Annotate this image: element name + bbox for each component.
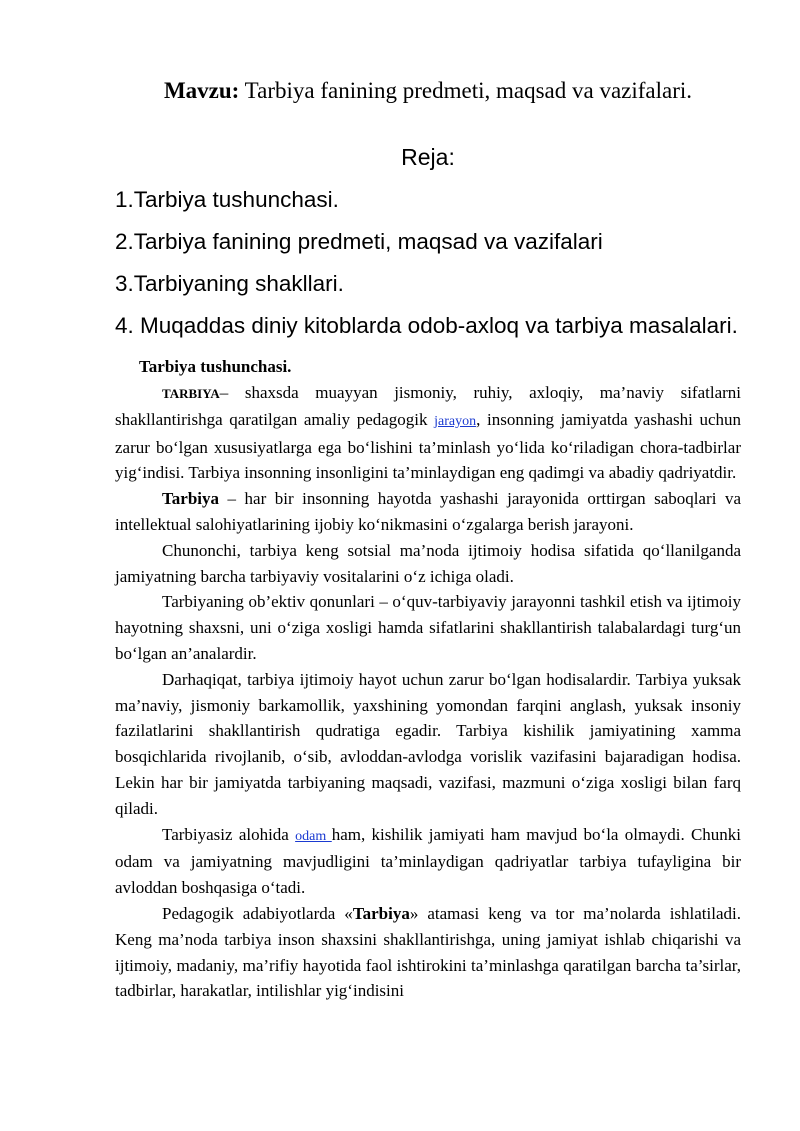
paragraph-text: – shaxsda muayyan jismoniy, ruhiy, axloqiy, ma’naviy sifatlarni shakllantirishga qaratilgan amaliy pedagogik bbox=[115, 383, 741, 429]
link-odam[interactable]: odam bbox=[295, 828, 332, 844]
title-text: Tarbiya fanining predmeti, maqsad va vazifalari. bbox=[239, 78, 693, 103]
plan-item: 3.Tarbiyaning shakllari. bbox=[115, 271, 344, 296]
title-label: Mavzu: bbox=[163, 78, 240, 103]
page-title bbox=[115, 76, 741, 106]
link-jarayon[interactable]: jarayon bbox=[434, 413, 477, 429]
paragraph bbox=[115, 486, 741, 538]
paragraph bbox=[115, 901, 741, 1004]
paragraph-text: ham, kishilik jamiyati ham mavjud bo‘la olmaydi. Chunki odam va jamiyatning mavjudligini ta’minlaydigan qadriyatlar tarbiya tufayligina bir avloddan boshqasiga o‘tadi. bbox=[115, 824, 742, 898]
paragraph bbox=[115, 822, 741, 901]
paragraph bbox=[115, 380, 741, 486]
paragraph: Darhaqiqat, tarbiya ijtimoiy hayot uchun zarur bo‘lgan hodisalardir. Tarbiya yuksak ma’naviy, jismoniy barkamollik, yaxshining yomondan farqini anglash, yuksak insoniy fazilatlarini shakllantirish qudratiga egadir. Tarbiya kishilik jamiyatining xamma bosqichlarida rivojlanib, o‘sib, avloddan-avlodga vorislik vazifasini bajaradigan hodisa. Lekin har bir jamiyatda tarbiyaning maqsadi, vazifasi, mazmuni o‘ziga xosligi bilan farq qiladi. bbox=[115, 669, 741, 818]
paragraph-text: » atamasi keng va tor ma’nolarda ishlatiladi. Keng ma’noda tarbiya inson shaxsini shakllantirishga, uning jamiyat ishlab chiqarishi va ijtimoiy, madaniy, ma’rifiy hayotida faol ishtirokini ta’minlashga qaratilgan barcha ta’sirlar, tadbirlar, harakatlar, intilishlar yig‘indisini bbox=[115, 903, 741, 1001]
section-heading: Tarbiya tushunchasi. bbox=[139, 357, 292, 376]
paragraph-text: Tarbiyasiz alohida bbox=[162, 824, 296, 844]
paragraph: Tarbiyaning ob’ektiv qonunlari – o‘quv-tarbiyaviy jarayonni tashkil etish va ijtimoiy hayotning shaxsni, uni o‘ziga xosligi hamda sifatlarini shakllantirish talabalardagi turg‘un bo‘lgan an’analardir. bbox=[115, 592, 741, 663]
plan-item: 4. Muqaddas diniy kitoblarda odob-axloq va tarbiya masalalari. bbox=[115, 313, 738, 338]
body-text bbox=[115, 380, 741, 1004]
plan-item: 1.Tarbiya tushunchasi. bbox=[115, 187, 339, 212]
plan-heading: Reja: bbox=[401, 144, 455, 170]
paragraph-text: , insonning jamiyatda yashashi uchun zarur bo‘lgan xususiyatlarga ega bo‘lishini ta’minlash yo‘lida ko‘riladigan chora-tadbirlar yig‘indisi. Tarbiya insonning insonligini ta’minlaydigan eng qadimgi va abadiy qadriyatdir. bbox=[115, 409, 742, 483]
paragraph-text: – har bir insonning hayotda yashashi jarayonida orttirgan saboqlari va intellektual salohiyatlarining ijobiy ko‘nikmasini o‘zgalarga berish jarayoni. bbox=[115, 489, 741, 534]
plan-item: 2.Tarbiya fanining predmeti, maqsad va vazifalari bbox=[115, 229, 603, 254]
term-label: TARBIYA bbox=[162, 386, 220, 401]
term-label: Tarbiya bbox=[162, 489, 220, 509]
plan-list bbox=[115, 184, 755, 352]
paragraph: Chunonchi, tarbiya keng sotsial ma’noda ijtimoiy hodisa sifatida qo‘llanilganda jamiyatning barcha tarbiyaviy vositalarini o‘z ichiga oladi. bbox=[115, 540, 741, 586]
paragraph-text: Pedagogik adabiyotlarda « bbox=[162, 903, 353, 923]
term-label: Tarbiya bbox=[352, 903, 410, 923]
